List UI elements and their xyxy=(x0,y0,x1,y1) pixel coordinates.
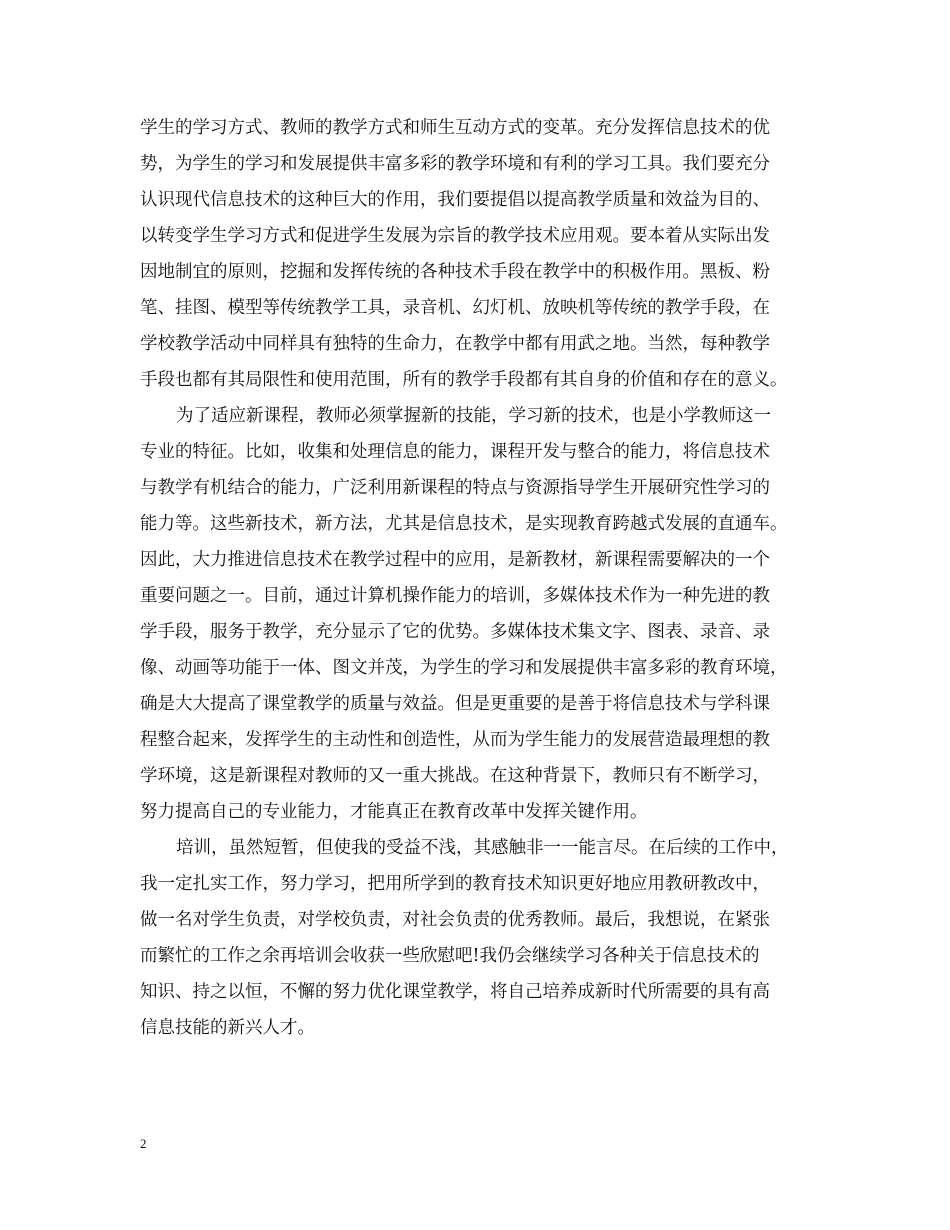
text-line: 知识、持之以恒，不懈的努力优化课堂教学，将自己培养成新时代所需要的具有高 xyxy=(140,982,770,1002)
text-line: 与教学有机结合的能力，广泛利用新课程的特点与资源指导学生开展研究性学习的 xyxy=(140,478,770,498)
paragraph-first-line: 为了适应新课程，教师必须掌握新的技能，学习新的技术，也是小学教师这一 xyxy=(176,406,771,426)
text-line: 因地制宜的原则，挖掘和发挥传统的各种技术手段在教学中的积极作用。黑板、粉 xyxy=(140,262,770,282)
text-line: 以转变学生学习方式和促进学生发展为宗旨的教学技术应用观。要本着从实际出发 xyxy=(140,226,770,246)
text-line: 像、动画等功能于一体、图文并茂，为学生的学习和发展提供丰富多彩的教育环境， xyxy=(140,658,788,678)
text-line: 因此，大力推进信息技术在教学过程中的应用，是新教材，新课程需要解决的一个 xyxy=(140,550,770,570)
text-line: 学生的学习方式、教师的教学方式和师生互动方式的变革。充分发挥信息技术的优 xyxy=(140,118,770,138)
text-line: 能力等。这些新技术，新方法，尤其是信息技术，是实现教育跨越式发展的直通车。 xyxy=(140,514,788,534)
text-line: 做一名对学生负责，对学校负责，对社会负责的优秀教师。最后，我想说，在紧张 xyxy=(140,910,770,930)
text-line: 而繁忙的工作之余再培训会收获一些欣慰吧!我仍会继续学习各种关于信息技术的 xyxy=(140,946,760,966)
text-line: 认识现代信息技术的这种巨大的作用，我们要提倡以提高教学质量和效益为目的、 xyxy=(140,190,770,210)
text-line: 专业的特征。比如，收集和处理信息的能力，课程开发与整合的能力，将信息技术 xyxy=(140,442,770,462)
text-line: 信息技能的新兴人才。 xyxy=(140,1018,315,1038)
text-line: 学手段，服务于教学，充分显示了它的优势。多媒体技术集文字、图表、录音、录 xyxy=(140,622,770,642)
text-line: 程整合起来，发挥学生的主动性和创造性，从而为学生能力的发展营造最理想的教 xyxy=(140,730,770,750)
text-line: 势，为学生的学习和发展提供丰富多彩的教学环境和有利的学习工具。我们要充分 xyxy=(140,154,770,174)
text-line: 手段也都有其局限性和使用范围，所有的教学手段都有其自身的价值和存在的意义。 xyxy=(140,370,788,390)
text-line: 确是大大提高了课堂教学的质量与效益。但是更重要的是善于将信息技术与学科课 xyxy=(140,694,770,714)
text-line: 学校教学活动中同样具有独特的生命力，在教学中都有用武之地。当然，每种教学 xyxy=(140,334,770,354)
text-line: 重要问题之一。目前，通过计算机操作能力的培训，多媒体技术作为一种先进的教 xyxy=(140,586,770,606)
text-line: 努力提高自己的专业能力，才能真正在教育改革中发挥关键作用。 xyxy=(140,802,648,822)
text-line: 我一定扎实工作，努力学习，把用所学到的教育技术知识更好地应用教研教改中， xyxy=(140,874,770,894)
page-number: 2 xyxy=(140,1136,147,1151)
text-line: 学环境，这是新课程对教师的又一重大挑战。在这种背景下，教师只有不断学习， xyxy=(140,766,770,786)
text-line: 笔、挂图、模型等传统教学工具，录音机、幻灯机、放映机等传统的教学手段，在 xyxy=(140,298,770,318)
paragraph-first-line: 培训，虽然短暂，但使我的受益不浅，其感触非一一能言尽。在后续的工作中， xyxy=(176,838,789,858)
